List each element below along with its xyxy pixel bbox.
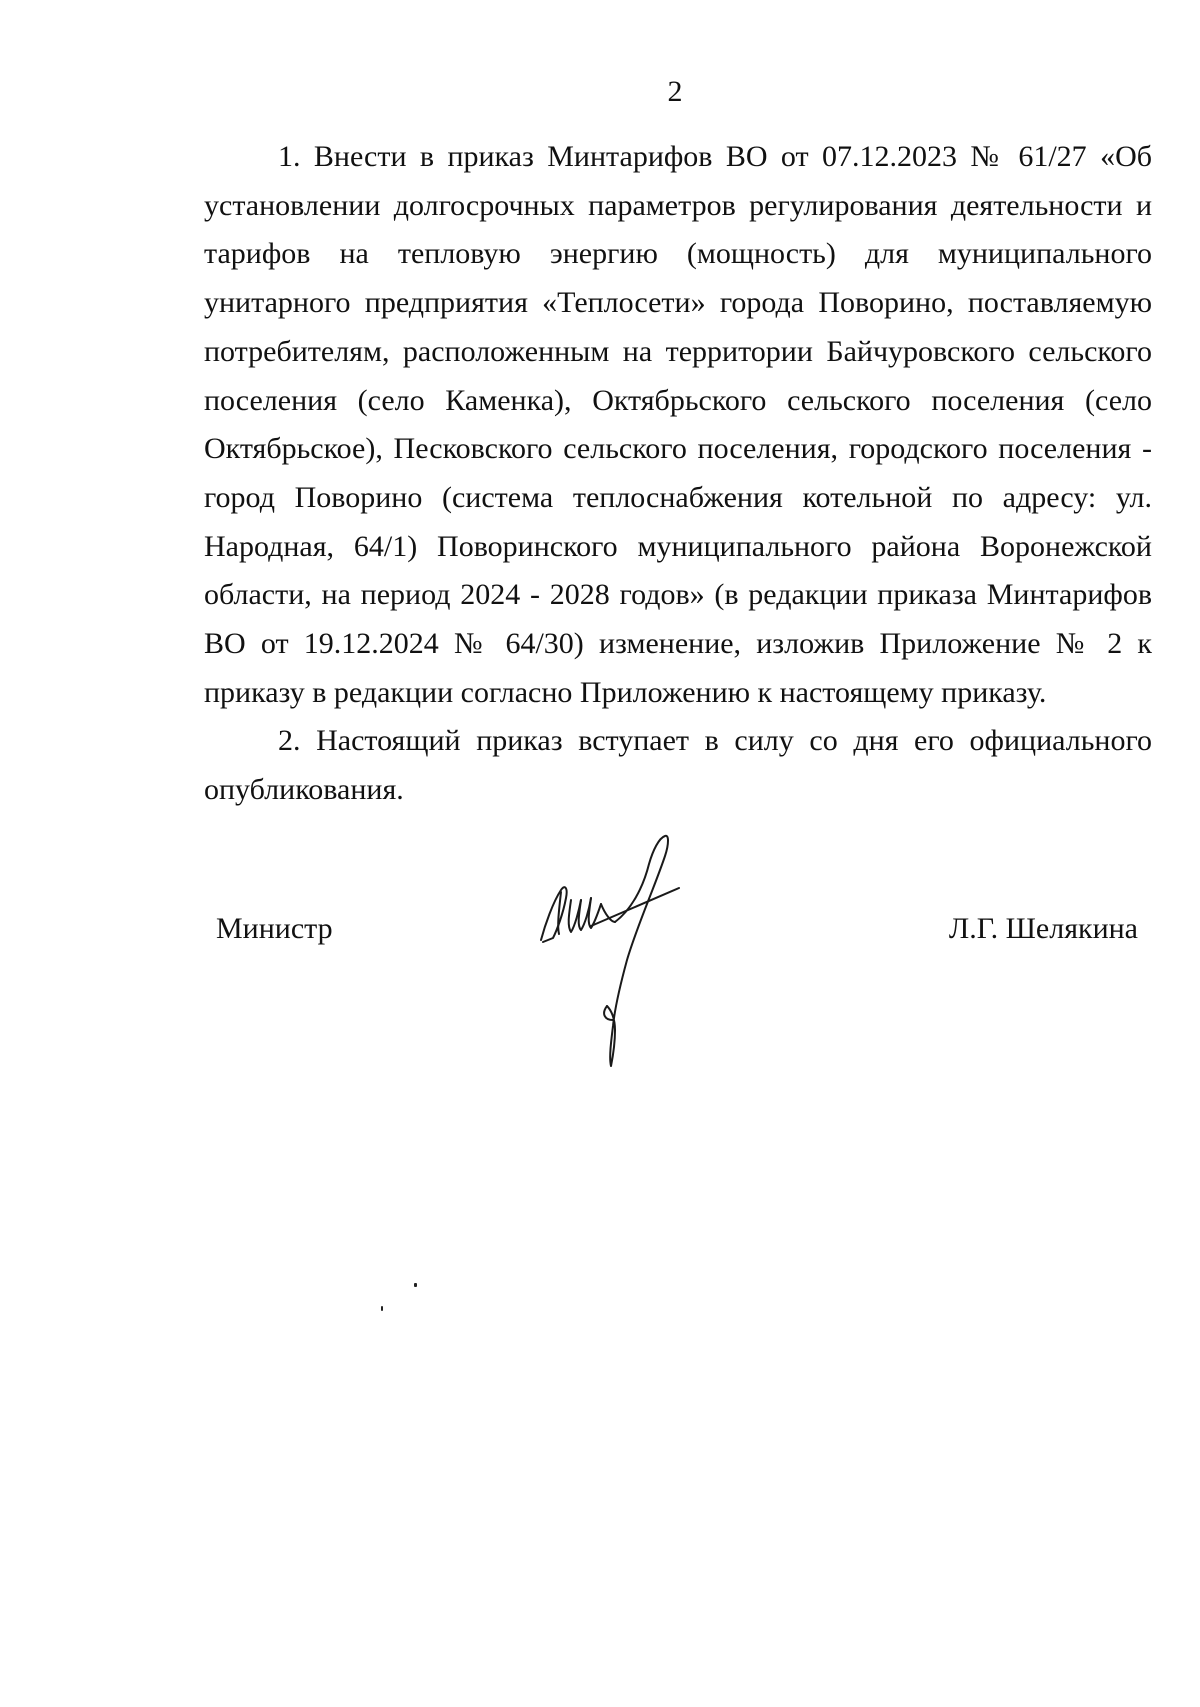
handwritten-signature <box>535 830 715 1070</box>
document-body <box>204 133 1152 815</box>
scan-speck <box>414 1283 417 1287</box>
signer-position: Министр <box>216 912 333 945</box>
scan-speck <box>381 1306 383 1311</box>
paragraph-1: 1. Внести в приказ Минтарифов ВО от 07.12.2023 № 61/27 «Об установлении долгосрочных параметров регулирования деятельности и тарифов на тепловую энергию (мощность) для муниципального унитарного предприятия «Теплосети» города Поворино, поставляемую потребителям, расположенным на территории Байчуровского сельского поселения (село Каменка), Октябрьского сельского поселения (село Октябрьское), Песковского сельского поселения, городского поселения - город Поворино (система теплоснабжения котельной по адресу: ул. Народная, 64/1) Поворинского муниципального района Воронежской области, на период 2024 - 2028 годов» (в редакции приказа Минтарифов ВО от 19.12.2024 № 64/30) изменение, изложив Приложение № 2 к приказу в редакции согласно Приложению к настоящему приказу. <box>204 140 1152 709</box>
paragraph-2: 2. Настоящий приказ вступает в силу со дня его официального опубликования. <box>204 724 1152 807</box>
page-number: 2 <box>667 75 683 108</box>
signer-name: Л.Г. Шелякина <box>948 912 1138 945</box>
